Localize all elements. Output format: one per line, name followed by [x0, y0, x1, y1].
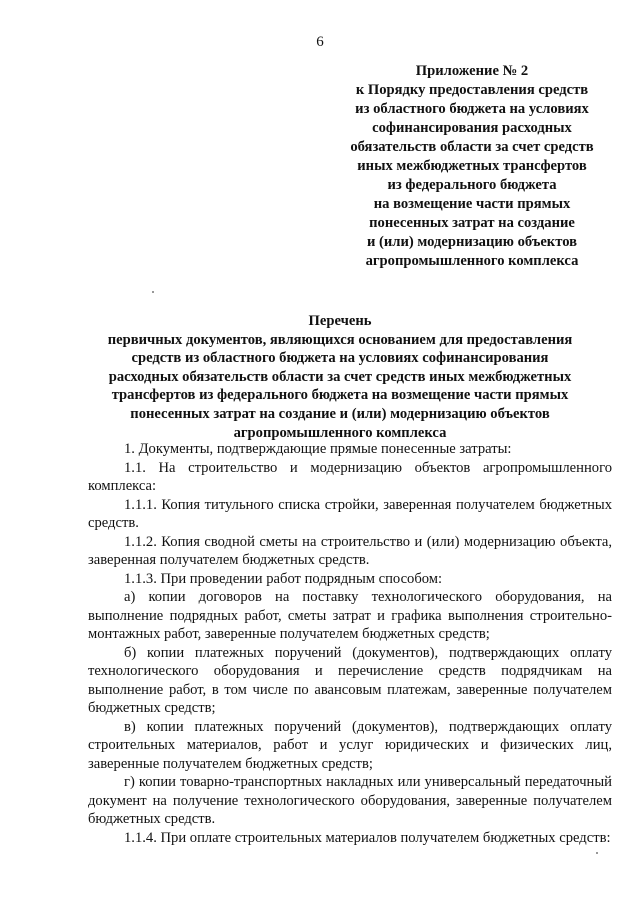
page-number: 6 — [316, 34, 324, 50]
paragraph: 1.1. На строительство и модернизацию объектов агропромышленного комплекса: — [88, 459, 612, 494]
appendix-line: агропромышленного комплекса — [365, 253, 579, 269]
heading-line: первичных документов, являющихся основанием для предоставления — [107, 331, 573, 348]
appendix-line: понесенных затрат на создание — [369, 215, 575, 231]
paragraph: в) копии платежных поручений (документов), подтверждающих оплату строительных материалов, работ и услуг юридических и физических лиц, заверенные получателем бюджетных средств; — [88, 718, 612, 772]
paragraph: 1. Документы, подтверждающие прямые понесенные затраты: — [124, 441, 512, 457]
paragraph: б) копии платежных поручений (документов), подтверждающих оплату технологического оборудования и перечисление средств подрядчикам на выполнение работ, в том числе по авансовым платежам, заверенные получателем бюджетных средств; — [88, 644, 612, 716]
paragraph: а) копии договоров на поставку технологического оборудования, на выполнение подрядных работ, сметы затрат и графика выполнения строительно-монтажных работ, заверенные получателем бюджетных средств; — [88, 589, 612, 642]
heading-line: расходных обязательств области за счет средств иных межбюджетных — [108, 368, 572, 385]
heading-line: агропромышленного комплекса — [233, 424, 447, 441]
heading-title: Перечень — [308, 313, 372, 329]
scan-speck — [152, 291, 154, 293]
heading-line: понесенных затрат на создание и (или) модернизацию объектов — [130, 405, 550, 422]
appendix-line: из областного бюджета на условиях — [355, 101, 589, 117]
paragraph: 1.1.3. При проведении работ подрядным способом: — [124, 570, 443, 587]
appendix-line: софинансирования расходных — [372, 120, 572, 136]
appendix-line: к Порядку предоставления средств — [355, 82, 589, 98]
paragraph: 1.1.1. Копия титульного списка стройки, заверенная получателем бюджетных средств. — [88, 496, 612, 531]
appendix-line: иных межбюджетных трансфертов — [357, 158, 587, 174]
appendix-line: и (или) модернизацию объектов — [366, 234, 578, 250]
heading-line: средств из областного бюджета на условиях софинансирования — [131, 350, 549, 367]
paragraph: 1.1.4. При оплате строительных материалов получателем бюджетных средств: — [124, 829, 611, 846]
heading-line: трансфертов из федерального бюджета на возмещение части прямых — [111, 387, 569, 404]
appendix-block — [330, 62, 614, 271]
document-heading — [60, 312, 620, 442]
appendix-title: Приложение № 2 — [415, 63, 529, 79]
paragraph: 1.1.2. Копия сводной сметы на строительство и (или) модернизацию объекта, заверенная получателем бюджетных средств. — [88, 533, 612, 568]
paragraph: г) копии товарно-транспортных накладных или универсальный передаточный документ на получение технологического оборудования, заверенные получателем бюджетных средств. — [88, 774, 612, 827]
document-body — [88, 440, 612, 847]
appendix-line: на возмещение части прямых — [373, 196, 571, 212]
appendix-line: обязательств области за счет средств — [350, 139, 594, 155]
scan-speck — [596, 852, 598, 854]
appendix-line: из федерального бюджета — [387, 177, 557, 193]
